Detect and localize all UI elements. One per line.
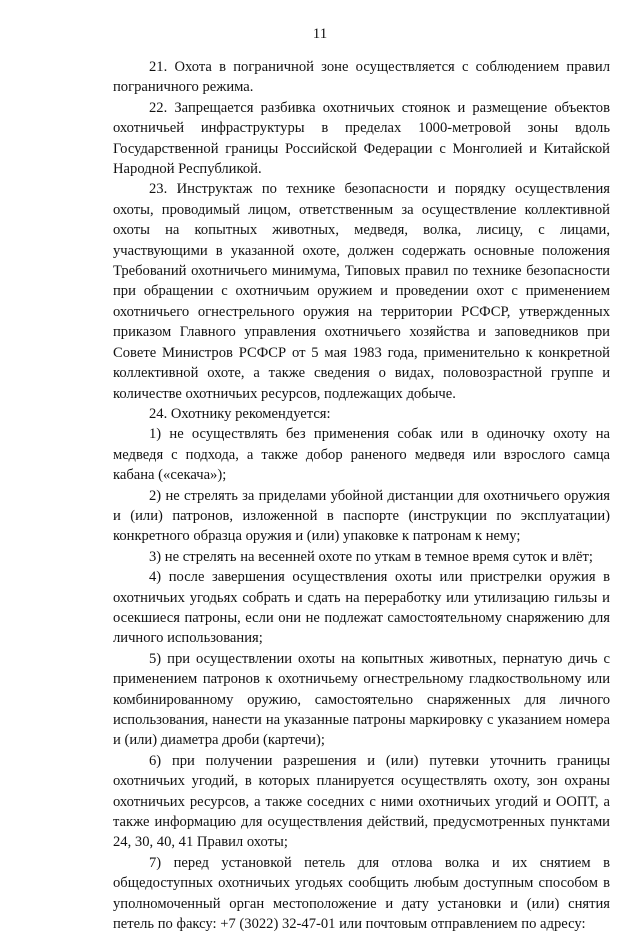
list-item-6: 6) при получении разрешения и (или) путевки уточнить границы охотничьих угодий, в которых планируется осуществлять охоту, зон охраны охотничьих ресурсов, а также соседних с ними охотничьих угодий и ООПТ, а также информацию для осуществления действий, предусмотренных пунктами 24, 30, 40, 41 Правил охоты; [113,752,610,851]
paragraph-22: 22. Запрещается разбивка охотничьих стоянок и размещение объектов охотничьей инфраструктуры в пределах 1000-метровой зоны вдоль Государственной границы Российской Федерации с Монголией и Китайской Народной Республикой. [113,99,610,178]
list-item-1: 1) не осуществлять без применения собак или в одиночку охоту на медведя с подхода, а также добор раненого медведя или взрослого самца кабана («секача»); [113,426,610,484]
list-item-7: 7) перед установкой петель для отлова волка и их снятием в общедоступных охотничьих угодьях сообщить любым доступным способом в уполномоченный орган местоположение и дату установки и (или) снятия петель по факсу: +7 (3022) 32-47-01 или почтовым отправлением по адресу: [113,854,610,933]
paragraph-23: 23. Инструктаж по технике безопасности и порядку осуществления охоты, проводимый лицом, ответственным за осуществление коллективной охоты на копытных животных, медведя, волка, лисицу, с лицами, участвующими в указанной охоте, должен содержать основные положения Требований охотничьего минимума, Типовых правил по технике безопасности при обращении с охотничьим оружием и проведении охот с применением охотничьего огнестрельного оружия на территории РСФСР, утвержденных приказом Главного управления охотничьего хозяйства и заповедников при Совете Министров РСФСР от 5 мая 1983 года, применительно к конкретной коллективной охоте, а также сведения о видах, половозрастной группе и количестве охотничьих ресурсов, подлежащих добыче. [113,181,610,402]
document-body [113,57,610,934]
paragraph-24-heading: 24. Охотнику рекомендуется: [149,405,331,422]
list-item-5: 5) при осуществлении охоты на копытных животных, пернатую дичь с применением патронов к охотничьему огнестрельному гладкоствольному или комбинированному оружию, самостоятельно снаряженных для личного использования, нанести на указанные патроны маркировку с указанием номера и (или) диаметра дроби (картечи); [113,650,610,749]
list-item-4: 4) после завершения осуществления охоты или пристрелки оружия в охотничьих угодьях собрать и сдать на переработку или утилизацию гильзы и осекшиеся патроны, если они не подлежат самостоятельному снаряжению для личного использования; [113,569,610,647]
page-number: 11 [312,26,328,42]
paragraph-21: 21. Охота в пограничной зоне осуществляется с соблюдением правил пограничного режима. [113,59,610,96]
list-item-2: 2) не стрелять за приделами убойной дистанции для охотничьего оружия и (или) патронов, изложенной в паспорте (инструкции по эксплуатации) конкретного образца оружия и (или) упаковке к патронам к нему; [113,487,610,545]
list-item-3: 3) не стрелять на весенней охоте по уткам в темное время суток и влёт; [149,548,593,565]
